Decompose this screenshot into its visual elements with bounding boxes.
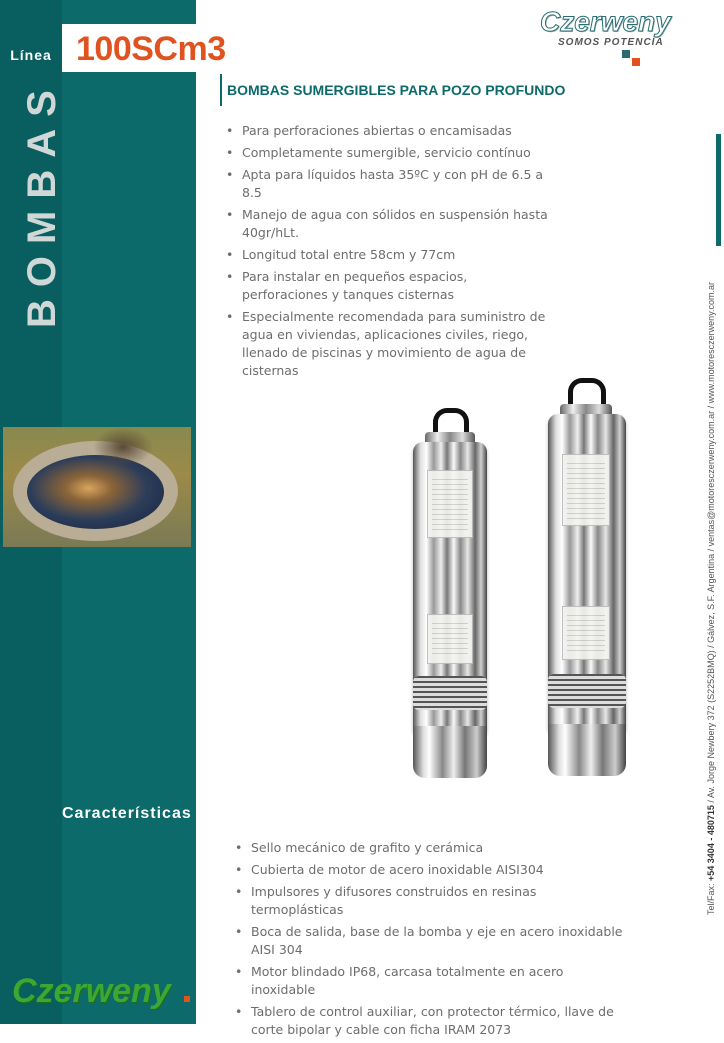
heading-rule: [220, 74, 222, 106]
list-item: • Longitud total entre 58cm y 77cm: [226, 246, 556, 264]
page-heading: BOMBAS SUMERGIBLES PARA POZO PROFUNDO: [227, 82, 566, 98]
list-item: • Cubierta de motor de acero inoxidable AISI304: [235, 861, 625, 879]
list-item: • Manejo de agua con sólidos en suspensión hasta 40gr/hLt.: [226, 206, 556, 242]
brand-logo-text: Czerweny: [540, 6, 671, 37]
features-list: [235, 839, 625, 1043]
line-label: Línea: [10, 47, 52, 63]
contact-info: [706, 282, 716, 915]
edge-accent-bar: [716, 134, 721, 246]
pump-image-large: [548, 378, 626, 776]
list-item: • Para perforaciones abiertas o encamisadas: [226, 122, 556, 140]
features-label: Características: [62, 805, 192, 822]
vertical-category-text: BOMBAS: [20, 78, 64, 328]
list-item: • Impulsores y difusores construidos en resinas termoplásticas: [235, 883, 625, 919]
model-title: 100SCm3: [76, 30, 226, 68]
list-item: • Completamente sumergible, servicio contínuo: [226, 144, 556, 162]
model-title-box: [62, 24, 226, 72]
brand-logo-bottom: [12, 972, 171, 1011]
brand-slogan: SOMOS POTENCIA: [558, 37, 664, 48]
contact-phone: +54 3404 - 480715: [706, 805, 716, 881]
list-item: • Especialmente recomendada para suministro de agua en viviendas, aplicaciones civiles, riego, llenado de piscinas y movimiento de agua de cisternas: [226, 308, 556, 380]
brand-logo-top: [540, 6, 700, 66]
pump-image-small: [413, 408, 487, 778]
list-item: • Motor blindado IP68, carcasa totalmente en acero inoxidable: [235, 963, 625, 999]
product-bullets: [226, 122, 556, 384]
brand-logo-bottom-text: Czerweny: [12, 972, 171, 1010]
vertical-category: [20, 78, 80, 328]
contact-rest: / Av. Jorge Newbery 372 (S2252BMQ) / Gálvez, S.F. Argentina / ventas@motoresczerweny.com.ar / www.motoresczerweny.com.ar: [706, 281, 716, 806]
list-item: • Para instalar en pequeños espacios, perforaciones y tanques cisternas: [226, 268, 556, 304]
list-item: • Sello mecánico de grafito y cerámica: [235, 839, 625, 857]
list-item: • Apta para líquidos hasta 35ºC y con pH de 6.5 a 8.5: [226, 166, 556, 202]
list-item: • Tablero de control auxiliar, con protector térmico, llave de corte bipolar y cable con ficha IRAM 2073: [235, 1003, 625, 1039]
contact-prefix: Tel/Fax:: [706, 883, 716, 915]
list-item: • Boca de salida, base de la bomba y eje en acero inoxidable AISI 304: [235, 923, 625, 959]
well-photo: [3, 427, 191, 547]
